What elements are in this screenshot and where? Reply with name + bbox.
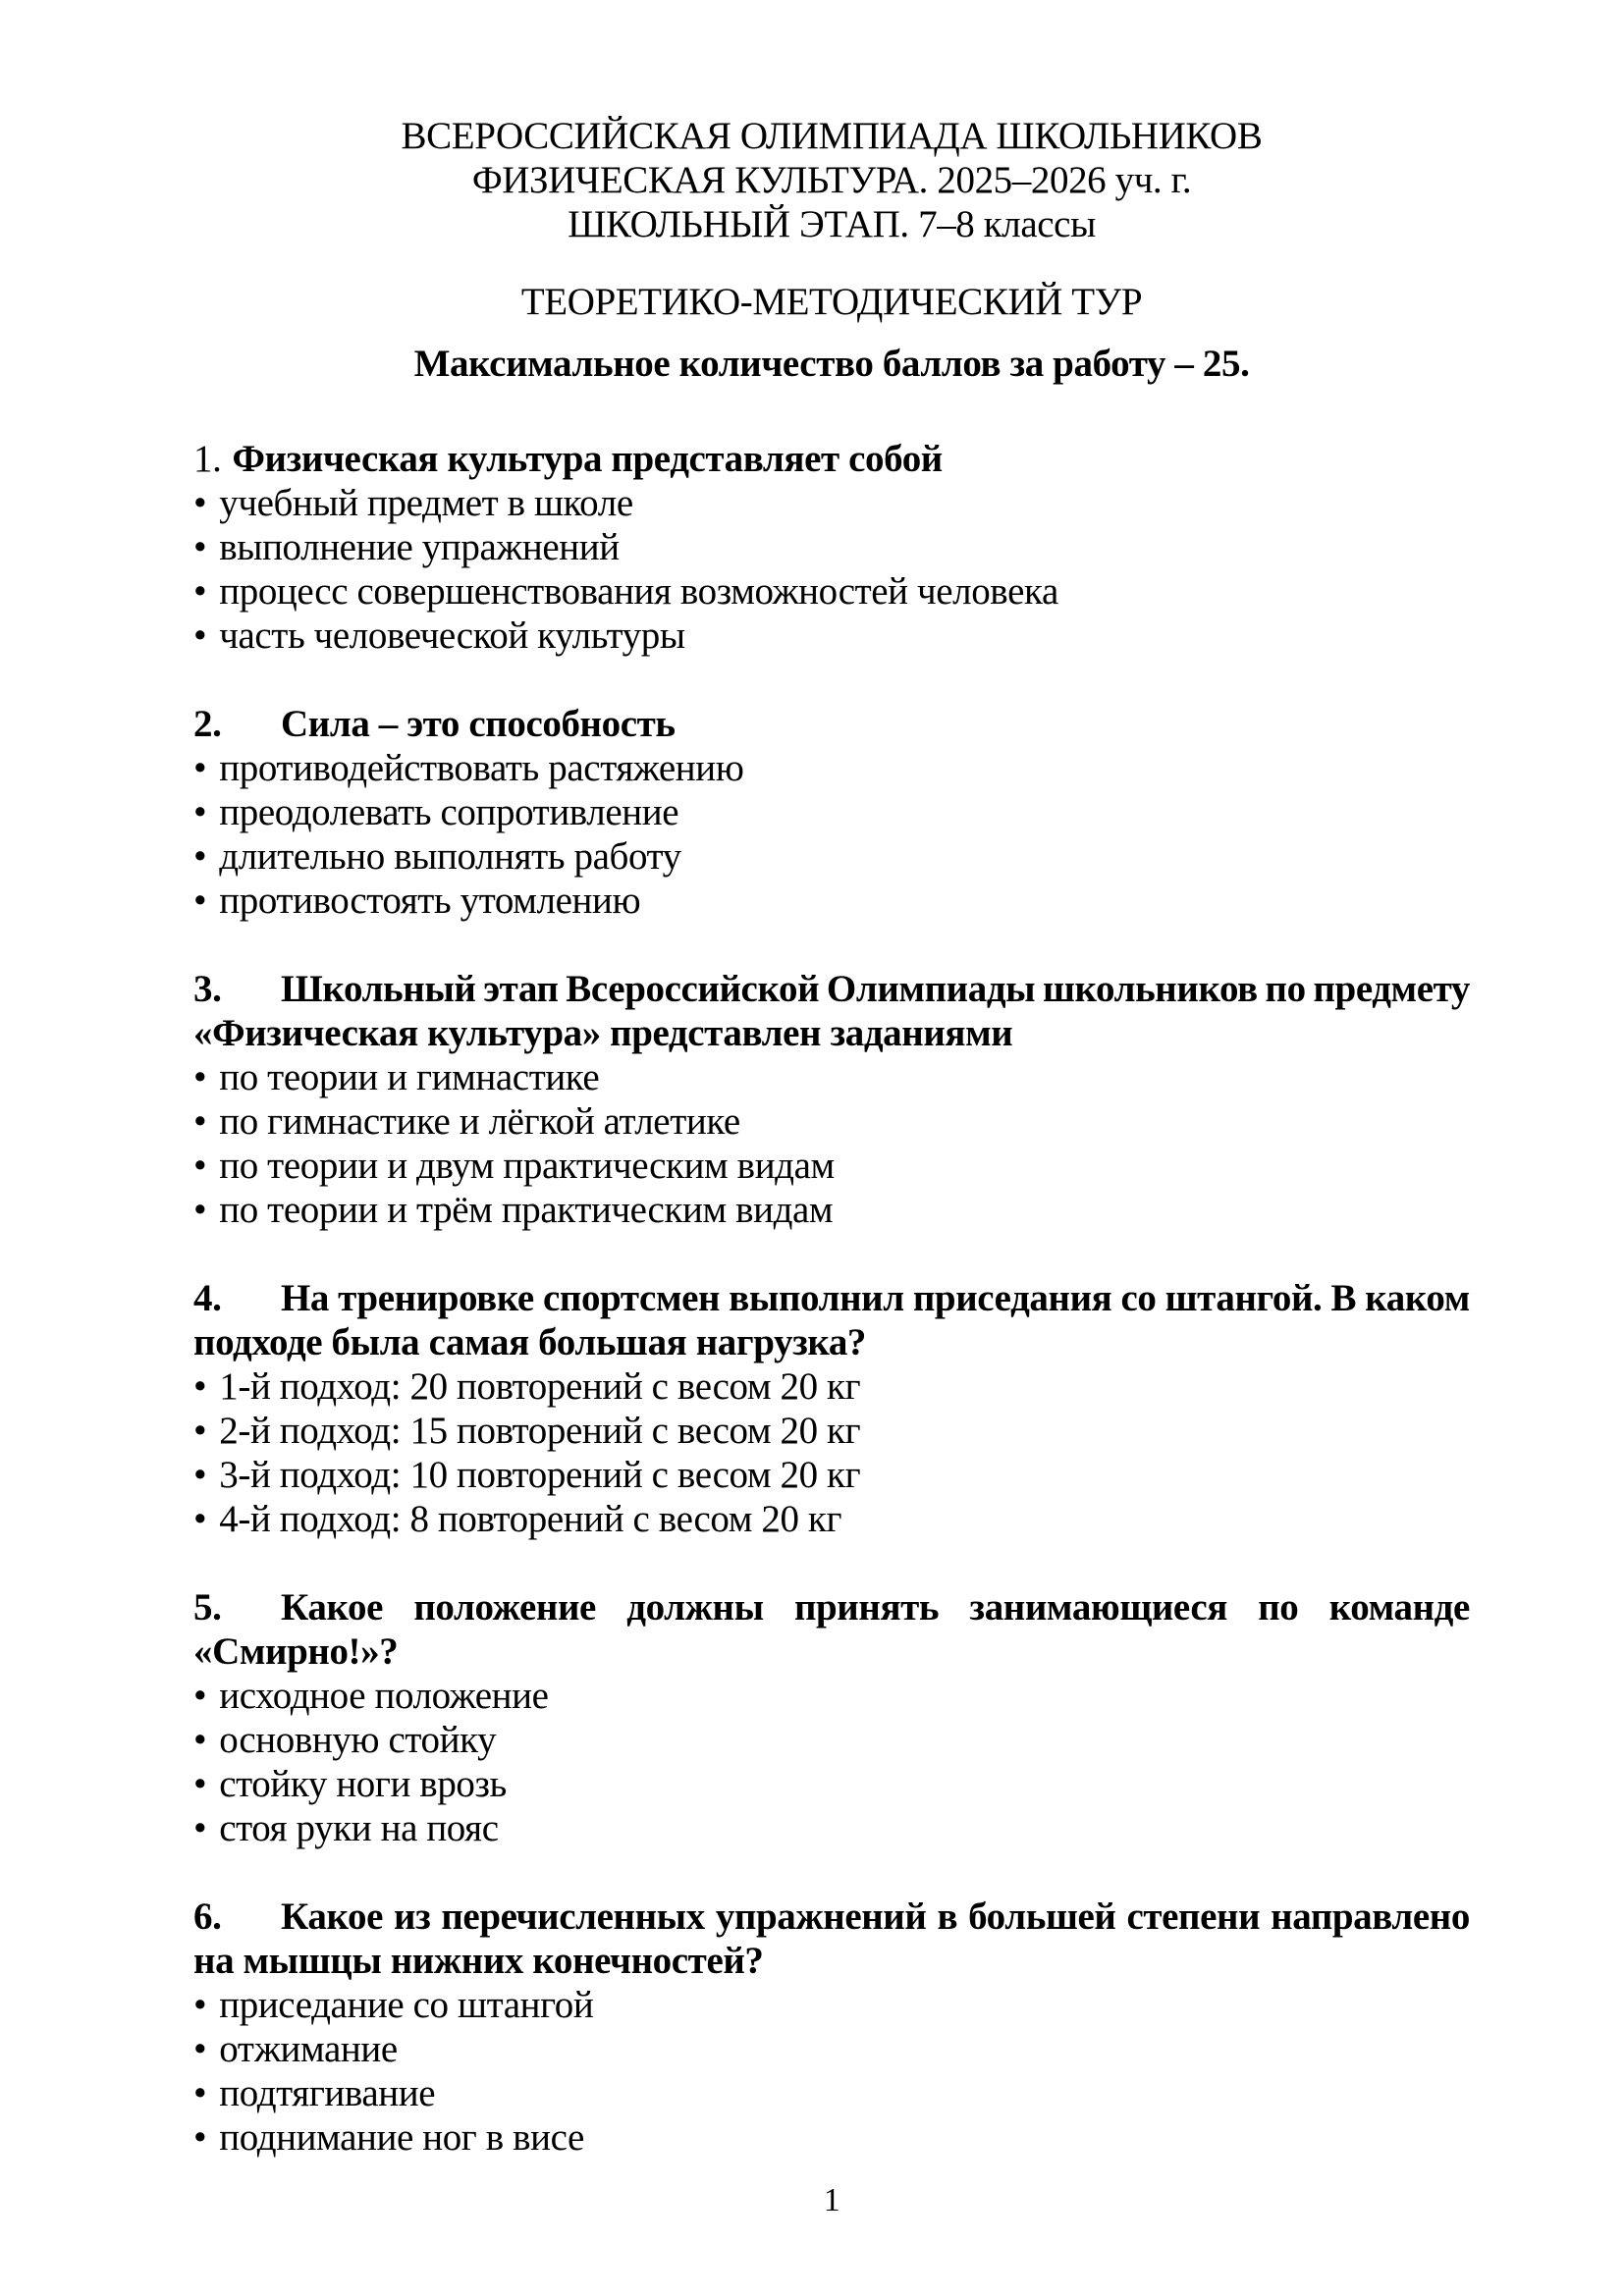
option-text: исходное положение (219, 1675, 549, 1717)
option-row (193, 481, 1470, 525)
option-text: по теории и гимнастике (219, 1056, 600, 1098)
option-text: процесс совершенствования возможностей человека (219, 570, 1058, 613)
question-2-heading (193, 702, 1470, 746)
option-row (193, 834, 1470, 879)
bullet-icon: • (193, 1719, 207, 1761)
document-title-line-3: ШКОЛЬНЫЙ ЭТАП. 7–8 классы (568, 203, 1096, 245)
option-row (193, 1983, 1470, 2027)
option-row (193, 1409, 1470, 1453)
option-text: подтягивание (219, 2072, 436, 2114)
question-6-heading (193, 1895, 1470, 1939)
option-row (193, 879, 1470, 923)
question-5-number: 5. (193, 1586, 222, 1629)
bullet-icon: • (193, 1145, 207, 1187)
option-row (193, 1144, 1470, 1188)
option-text: основную стойку (219, 1719, 497, 1761)
option-row (193, 2071, 1470, 2115)
bullet-icon: • (193, 482, 207, 524)
option-row (193, 1055, 1470, 1099)
question-1-title: Физическая культура представляет собой (232, 438, 943, 480)
option-row (193, 1674, 1470, 1718)
page-number: 1 (823, 2182, 840, 2218)
bullet-icon: • (193, 791, 207, 833)
bullet-icon: • (193, 526, 207, 568)
bullet-icon: • (193, 2116, 207, 2159)
question-6-title-line-2: на мышцы нижних конечностей? (193, 1940, 764, 1982)
question-2-number: 2. (193, 703, 222, 745)
bullet-icon: • (193, 1365, 207, 1408)
option-row (193, 1762, 1470, 1806)
option-row (193, 525, 1470, 569)
option-text: учебный предмет в школе (219, 482, 633, 524)
question-4-title: На тренировке спортсмен выполнил приседания со штангой. В каком (281, 1277, 1470, 1319)
question-3-block (193, 967, 1470, 1232)
bullet-icon: • (193, 2028, 207, 2070)
option-row (193, 569, 1470, 614)
question-3-title: Школьный этап Всероссийской Олимпиады школьников по предмету (281, 968, 1470, 1010)
option-row (193, 1099, 1470, 1144)
option-text: стойку ноги врозь (219, 1763, 507, 1805)
bullet-icon: • (193, 835, 207, 878)
question-4-title-line-2: подходе была самая большая нагрузка? (193, 1321, 867, 1363)
tour-title: ТЕОРЕТИКО-МЕТОДИЧЕСКИЙ ТУР (520, 281, 1143, 323)
question-5-block (193, 1585, 1470, 1850)
bullet-icon: • (193, 2072, 207, 2114)
bullet-icon: • (193, 1056, 207, 1098)
bullet-icon: • (193, 1675, 207, 1717)
question-2-block (193, 702, 1470, 923)
question-4-number: 4. (193, 1277, 222, 1319)
question-6-number: 6. (193, 1896, 222, 1938)
option-text: противодействовать растяжению (219, 747, 744, 789)
question-5-heading (193, 1585, 1470, 1629)
bullet-icon: • (193, 570, 207, 613)
bullet-icon: • (193, 1763, 207, 1805)
document-header (193, 114, 1470, 246)
option-text: часть человеческой культуры (219, 614, 685, 657)
question-4-heading (193, 1276, 1470, 1320)
document-title-line-1: ВСЕРОССИЙСКАЯ ОЛИМПИАДА ШКОЛЬНИКОВ (401, 115, 1263, 157)
option-row (193, 790, 1470, 834)
max-score-line: Максимальное количество баллов за работу – 25. (413, 343, 1250, 385)
question-1-heading (193, 437, 1470, 481)
bullet-icon: • (193, 1454, 207, 1496)
option-text: преодолевать сопротивление (219, 791, 679, 833)
question-6-block (193, 1895, 1470, 2160)
option-text: 4-й подход: 8 повторений с весом 20 кг (219, 1498, 842, 1540)
option-text: противостоять утомлению (219, 880, 641, 922)
option-text: по гимнастике и лёгкой атлетике (219, 1100, 740, 1143)
question-1-number: 1. (193, 438, 222, 480)
bullet-icon: • (193, 614, 207, 657)
option-text: отжимание (219, 2028, 398, 2070)
option-text: по теории и трём практическим видам (219, 1189, 834, 1231)
option-row (193, 1718, 1470, 1762)
question-3-number: 3. (193, 968, 222, 1010)
bullet-icon: • (193, 880, 207, 922)
option-text: приседание со штангой (219, 1984, 594, 2026)
option-row (193, 1364, 1470, 1409)
question-5-title: Какое положение должны принять занимающиеся по команде (281, 1586, 1470, 1629)
option-text: 2-й подход: 15 повторений с весом 20 кг (219, 1410, 861, 1452)
bullet-icon: • (193, 1410, 207, 1452)
question-3-title-line-2: «Физическая культура» представлен заданиями (193, 1012, 1013, 1054)
question-5-title-line-2: «Смирно!»? (193, 1630, 399, 1673)
option-row (193, 2027, 1470, 2071)
question-1-block (193, 437, 1470, 658)
question-4-block (193, 1276, 1470, 1541)
bullet-icon: • (193, 1189, 207, 1231)
bullet-icon: • (193, 1984, 207, 2026)
option-row (193, 746, 1470, 790)
bullet-icon: • (193, 747, 207, 789)
option-row (193, 1806, 1470, 1850)
option-row (193, 1453, 1470, 1497)
bullet-icon: • (193, 1498, 207, 1540)
option-row (193, 2115, 1470, 2160)
option-text: стоя руки на пояс (219, 1807, 499, 1849)
option-text: 1-й подход: 20 повторений с весом 20 кг (219, 1365, 861, 1408)
question-6-title: Какое из перечисленных упражнений в большей степени направлено (281, 1896, 1470, 1938)
question-2-title: Сила – это способность (281, 703, 676, 745)
option-text: поднимание ног в висе (219, 2116, 584, 2159)
bullet-icon: • (193, 1100, 207, 1143)
option-text: выполнение упражнений (219, 526, 620, 568)
option-text: по теории и двум практическим видам (219, 1145, 835, 1187)
option-text: 3-й подход: 10 повторений с весом 20 кг (219, 1454, 861, 1496)
question-3-heading (193, 967, 1470, 1011)
option-row (193, 614, 1470, 658)
option-row (193, 1188, 1470, 1232)
document-title-line-2: ФИЗИЧЕСКАЯ КУЛЬТУРА. 2025–2026 уч. г. (471, 159, 1192, 201)
option-row (193, 1497, 1470, 1541)
bullet-icon: • (193, 1807, 207, 1849)
option-text: длительно выполнять работу (219, 835, 681, 878)
